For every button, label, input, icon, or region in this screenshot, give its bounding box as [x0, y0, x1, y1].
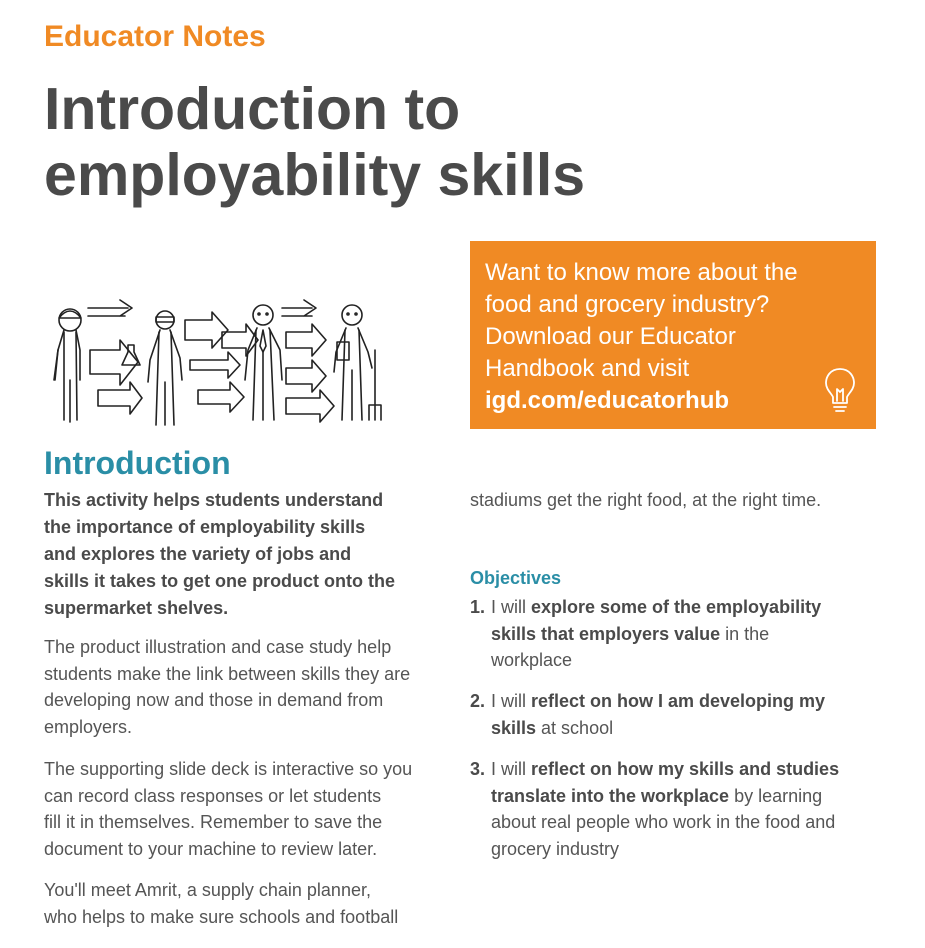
- page-title-line: Introduction to: [44, 76, 461, 142]
- callout-line: Handbook and visit: [485, 355, 690, 382]
- objective-number: 3.: [470, 759, 486, 779]
- paragraph-line: document to your machine to review later.: [44, 838, 378, 859]
- worker-farm-figure: [334, 305, 381, 420]
- intro-paragraph-amrit: [44, 877, 454, 930]
- objective-number: 2.: [470, 691, 486, 711]
- workers-illustration: [50, 290, 390, 435]
- callout-line: Download our Educator: [485, 323, 736, 350]
- intro-paragraph-amrit-continued: stadiums get the right food, at the right time.: [470, 490, 822, 510]
- objective-text: grocery industry: [491, 838, 620, 859]
- introduction-heading: Introduction: [44, 445, 231, 481]
- objective-text: at school: [536, 717, 614, 738]
- paragraph-line: The supporting slide deck is interactive so you: [44, 759, 413, 779]
- objective-emphasis: reflect on how my skills and studies: [531, 759, 840, 779]
- paragraph-line: fill it in themselves. Remember to save the: [44, 812, 383, 832]
- lightbulb-icon: [822, 365, 858, 415]
- paragraph-line: can record class responses or let students: [44, 785, 382, 806]
- worker-hardhat-figure: [54, 309, 81, 422]
- lead-line: skills it takes to get one product onto the: [44, 571, 396, 591]
- paragraph-line: students make the link between skills they are: [44, 663, 411, 684]
- arrows-group: [88, 300, 334, 422]
- paragraph-line: employers.: [44, 716, 133, 737]
- intro-paragraph-slides: [44, 756, 454, 862]
- page-title: [44, 76, 804, 208]
- lead-line: supermarket shelves.: [44, 598, 229, 618]
- worker-lab-figure: [122, 311, 182, 425]
- objective-item: [470, 756, 890, 862]
- callout-line: Want to know more about the: [485, 259, 798, 286]
- paragraph-line: The product illustration and case study help: [44, 637, 392, 657]
- section-kicker: Educator Notes: [44, 20, 266, 53]
- educator-hub-link[interactable]: igd.com/educatorhub: [485, 387, 730, 414]
- objective-text: about real people who work in the food and: [491, 812, 836, 832]
- introduction-lead: [44, 487, 454, 622]
- objective-lead: I will: [491, 597, 531, 617]
- paragraph-line: You'll meet Amrit, a supply chain planner,: [44, 880, 371, 900]
- objective-number: 1.: [470, 597, 486, 617]
- callout-line: food and grocery industry?: [485, 291, 770, 318]
- objective-text: in the: [720, 623, 770, 644]
- objective-item: [470, 594, 890, 674]
- objective-lead: I will: [491, 759, 531, 779]
- objective-text: by learning: [729, 785, 823, 806]
- paragraph-line: who helps to make sure schools and football: [44, 906, 399, 927]
- objective-lead: I will: [491, 691, 531, 711]
- objective-emphasis: reflect on how I am developing my: [531, 691, 826, 711]
- page-title-line: employability skills: [44, 142, 586, 208]
- paragraph-line: developing now and those in demand from: [44, 690, 384, 710]
- objective-item: [470, 688, 890, 741]
- objective-emphasis: skills: [491, 717, 537, 738]
- educator-hub-callout: [470, 241, 876, 429]
- lead-line: the importance of employability skills: [44, 517, 366, 537]
- worker-office-figure: [245, 305, 282, 420]
- objective-emphasis: explore some of the employability: [531, 597, 822, 617]
- objective-text: workplace: [491, 650, 573, 670]
- lead-line: and explores the variety of jobs and: [44, 544, 352, 564]
- objectives-heading: Objectives: [470, 568, 562, 588]
- intro-paragraph-product: [44, 634, 454, 740]
- objective-emphasis: skills that employers value: [491, 623, 721, 644]
- lead-line: This activity helps students understand: [44, 490, 384, 510]
- objective-emphasis: translate into the workplace: [491, 785, 730, 806]
